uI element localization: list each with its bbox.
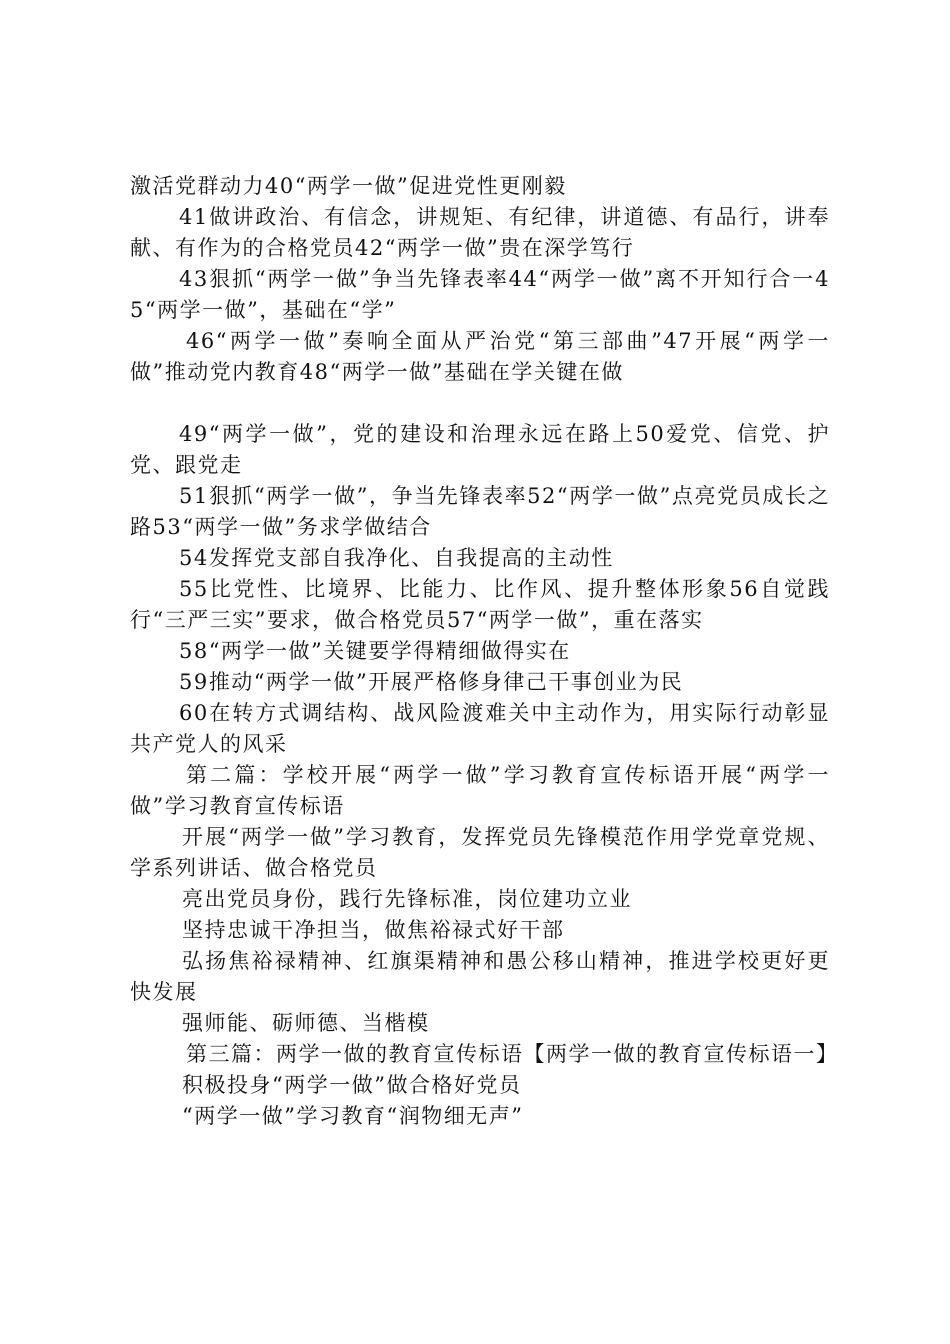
- paragraph-school-slogan-3: 坚持忠诚干净担当，做焦裕禄式好干部: [182, 918, 565, 942]
- section-heading-part-three: 第三篇：两学一做的教育宣传标语【两学一做的教育宣传标语一】: [186, 1042, 839, 1066]
- paragraph-slogan-51-53: 51狠抓“两学一做”，争当先锋表率52“两学一做”点亮党员成长之路53“两学一做”务求学做结合: [130, 484, 830, 539]
- paragraph-education-slogan-2: “两学一做”学习教育“润物细无声”: [182, 1104, 524, 1128]
- document-body: [130, 171, 839, 1132]
- paragraph-slogan-49-50: 49“两学一做”，党的建设和治理永远在路上50爱党、信党、护党、跟党走: [130, 422, 830, 477]
- paragraph-school-slogan-5: 强师能、砺师德、当楷模: [182, 1011, 430, 1035]
- paragraph-slogan-41-42: 41做讲政治、有信念，讲规矩、有纪律，讲道德、有品行，讲奉献、有作为的合格党员42“两学一做”贵在深学笃行: [130, 205, 830, 260]
- paragraph-school-slogan-2: 亮出党员身份，践行先锋标准，岗位建功立业: [182, 887, 632, 911]
- paragraph-slogan-60: 60在转方式调结构、战风险渡难关中主动作为，用实际行动彰显共产党人的风采: [130, 701, 830, 756]
- paragraph-slogan-54: 54发挥党支部自我净化、自我提高的主动性: [179, 546, 614, 570]
- paragraph-slogan-55-57: 55比党性、比境界、比能力、比作风、提升整体形象56自觉践行“三严三实”要求，做合格党员57“两学一做”，重在落实: [130, 577, 830, 632]
- paragraph-slogan-43-45: 43狠抓“两学一做”争当先锋表率44“两学一做”离不开知行合一45“两学一做”，基础在“学”: [130, 267, 830, 322]
- paragraph-slogan-40: 激活党群动力40“两学一做”促进党性更刚毅: [130, 174, 567, 198]
- paragraph-education-slogan-1: 积极投身“两学一做”做合格好党员: [182, 1073, 522, 1097]
- paragraph-school-slogan-4: 弘扬焦裕禄精神、红旗渠精神和愚公移山精神，推进学校更好更快发展: [130, 949, 830, 1004]
- paragraph-school-slogan-1: 开展“两学一做”学习教育，发挥党员先锋模范作用学党章党规、学系列讲话、做合格党员: [130, 825, 830, 880]
- paragraph-slogan-59: 59推动“两学一做”开展严格修身律己干事创业为民: [179, 670, 684, 694]
- paragraph-slogan-46-48: 46“两学一做”奏响全面从严治党“第三部曲”47开展“两学一做”推动党内教育48“两学一做”基础在学关键在做: [130, 329, 830, 384]
- section-heading-part-two: 第二篇：学校开展“两学一做”学习教育宣传标语开展“两学一做”学习教育宣传标语: [130, 763, 830, 818]
- paragraph-slogan-58: 58“两学一做”关键要学得精细做得实在: [179, 639, 571, 663]
